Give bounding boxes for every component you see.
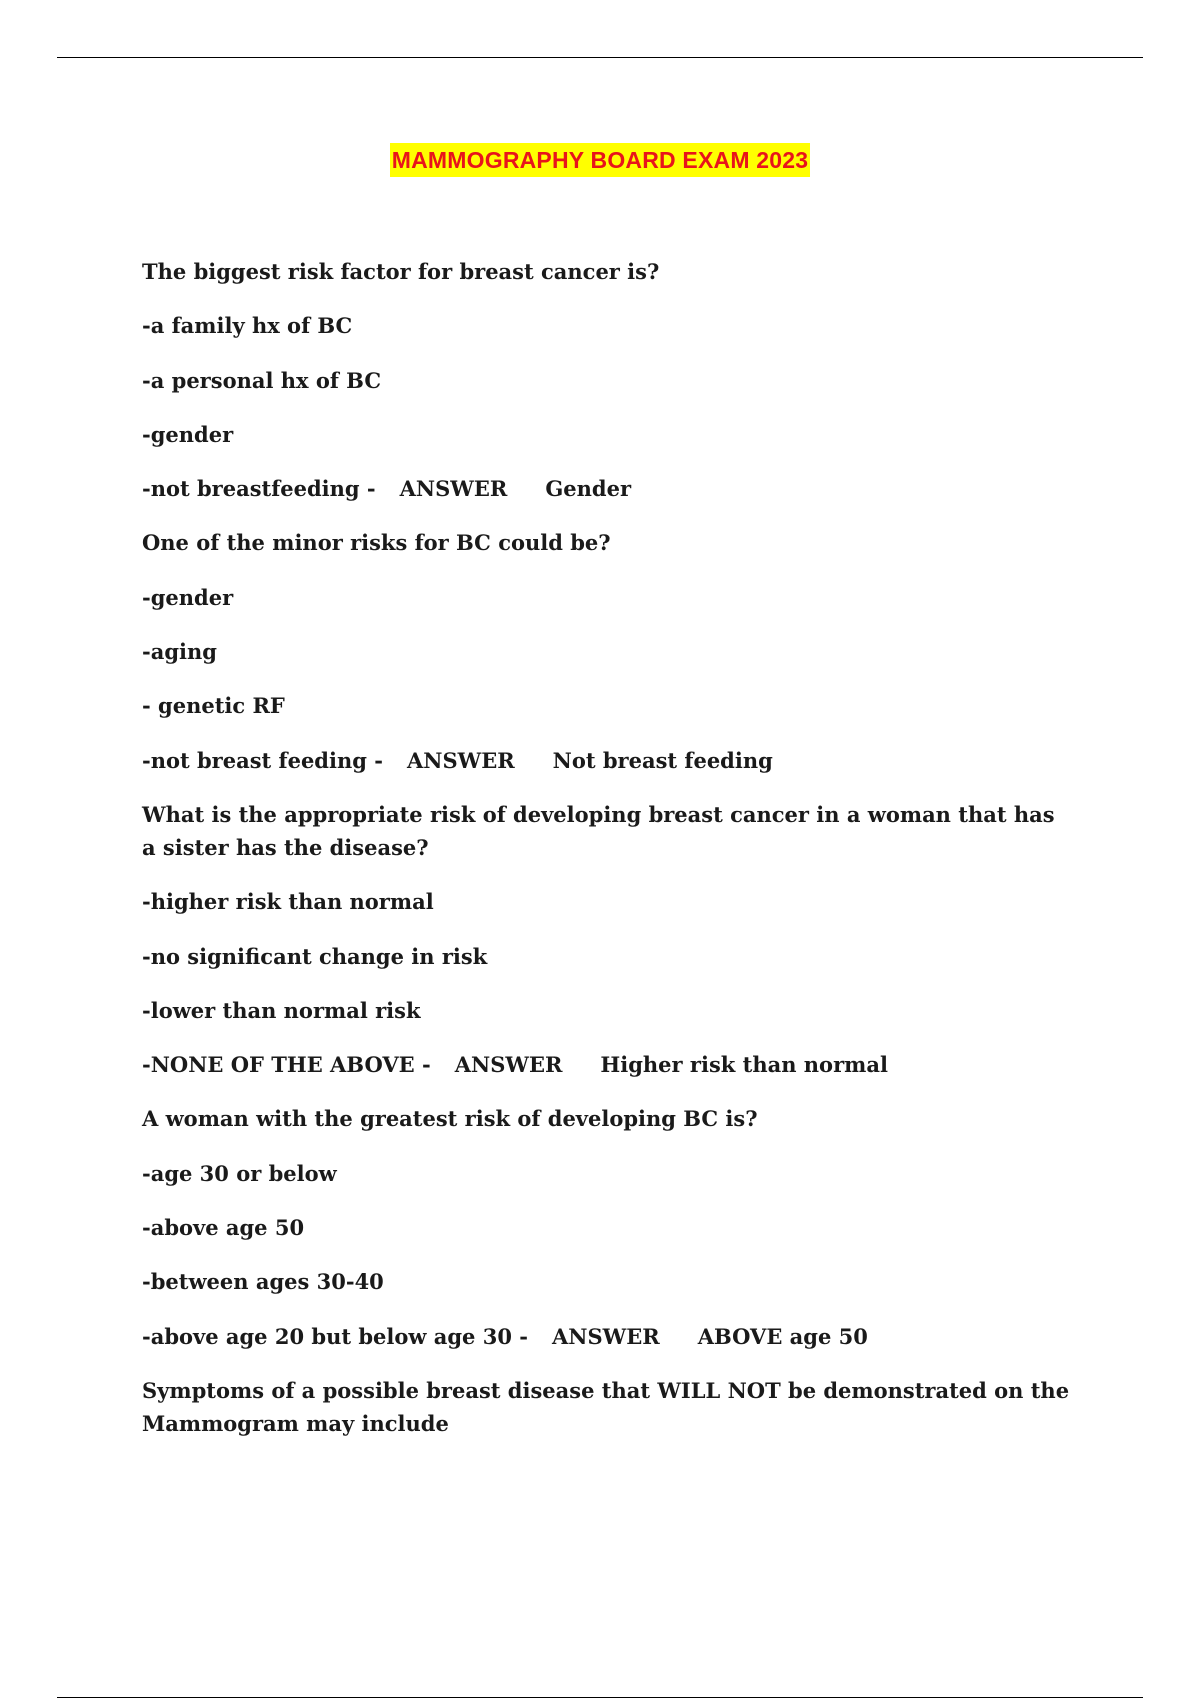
- answer-value: ABOVE age 50: [697, 1323, 868, 1349]
- option: -gender: [142, 584, 234, 610]
- answer-label: ANSWER: [551, 1323, 660, 1349]
- answer-label: ANSWER: [406, 747, 515, 773]
- document-title: MAMMOGRAPHY BOARD EXAM 2023: [390, 143, 810, 177]
- answer-label: ANSWER: [454, 1052, 563, 1078]
- title-container: [0, 143, 1200, 177]
- option: -not breastfeeding -: [142, 476, 376, 502]
- question-text: Symptoms of a possible breast disease that WILL NOT be demonstrated on the Mammogram may include: [142, 1377, 1070, 1436]
- answer-line: [142, 472, 1072, 505]
- option: -not breast feeding -: [142, 747, 383, 773]
- question-text: One of the minor risks for BC could be?: [142, 530, 611, 556]
- answer-label: ANSWER: [399, 476, 508, 502]
- bottom-rule: [57, 1697, 1143, 1698]
- option: -higher risk than normal: [142, 889, 434, 915]
- answer-value: Gender: [545, 476, 632, 502]
- option: -above age 50: [142, 1215, 305, 1241]
- answer-line: [142, 744, 1072, 777]
- option: - genetic RF: [142, 693, 285, 719]
- option: -between ages 30-40: [142, 1269, 384, 1295]
- question-text: What is the appropriate risk of developing breast cancer in a woman that has a sister has the disease?: [142, 801, 1055, 860]
- top-rule: [57, 57, 1143, 58]
- answer-value: Not breast feeding: [552, 747, 773, 773]
- option: -no significant change in risk: [142, 943, 488, 969]
- option: -lower than normal risk: [142, 997, 421, 1023]
- option: -a personal hx of BC: [142, 367, 382, 393]
- option: -age 30 or below: [142, 1160, 337, 1186]
- answer-line: [142, 1320, 1072, 1353]
- question-text: The biggest risk factor for breast cancer is?: [142, 259, 660, 284]
- option: -aging: [142, 639, 217, 665]
- document-body: [142, 255, 1072, 1461]
- answer-line: [142, 1048, 1072, 1081]
- option: -gender: [142, 421, 234, 447]
- answer-value: Higher risk than normal: [600, 1052, 888, 1078]
- option: -a family hx of BC: [142, 313, 353, 339]
- option: -NONE OF THE ABOVE -: [142, 1052, 431, 1078]
- option: -above age 20 but below age 30 -: [142, 1323, 528, 1349]
- question-text: A woman with the greatest risk of developing BC is?: [142, 1106, 758, 1132]
